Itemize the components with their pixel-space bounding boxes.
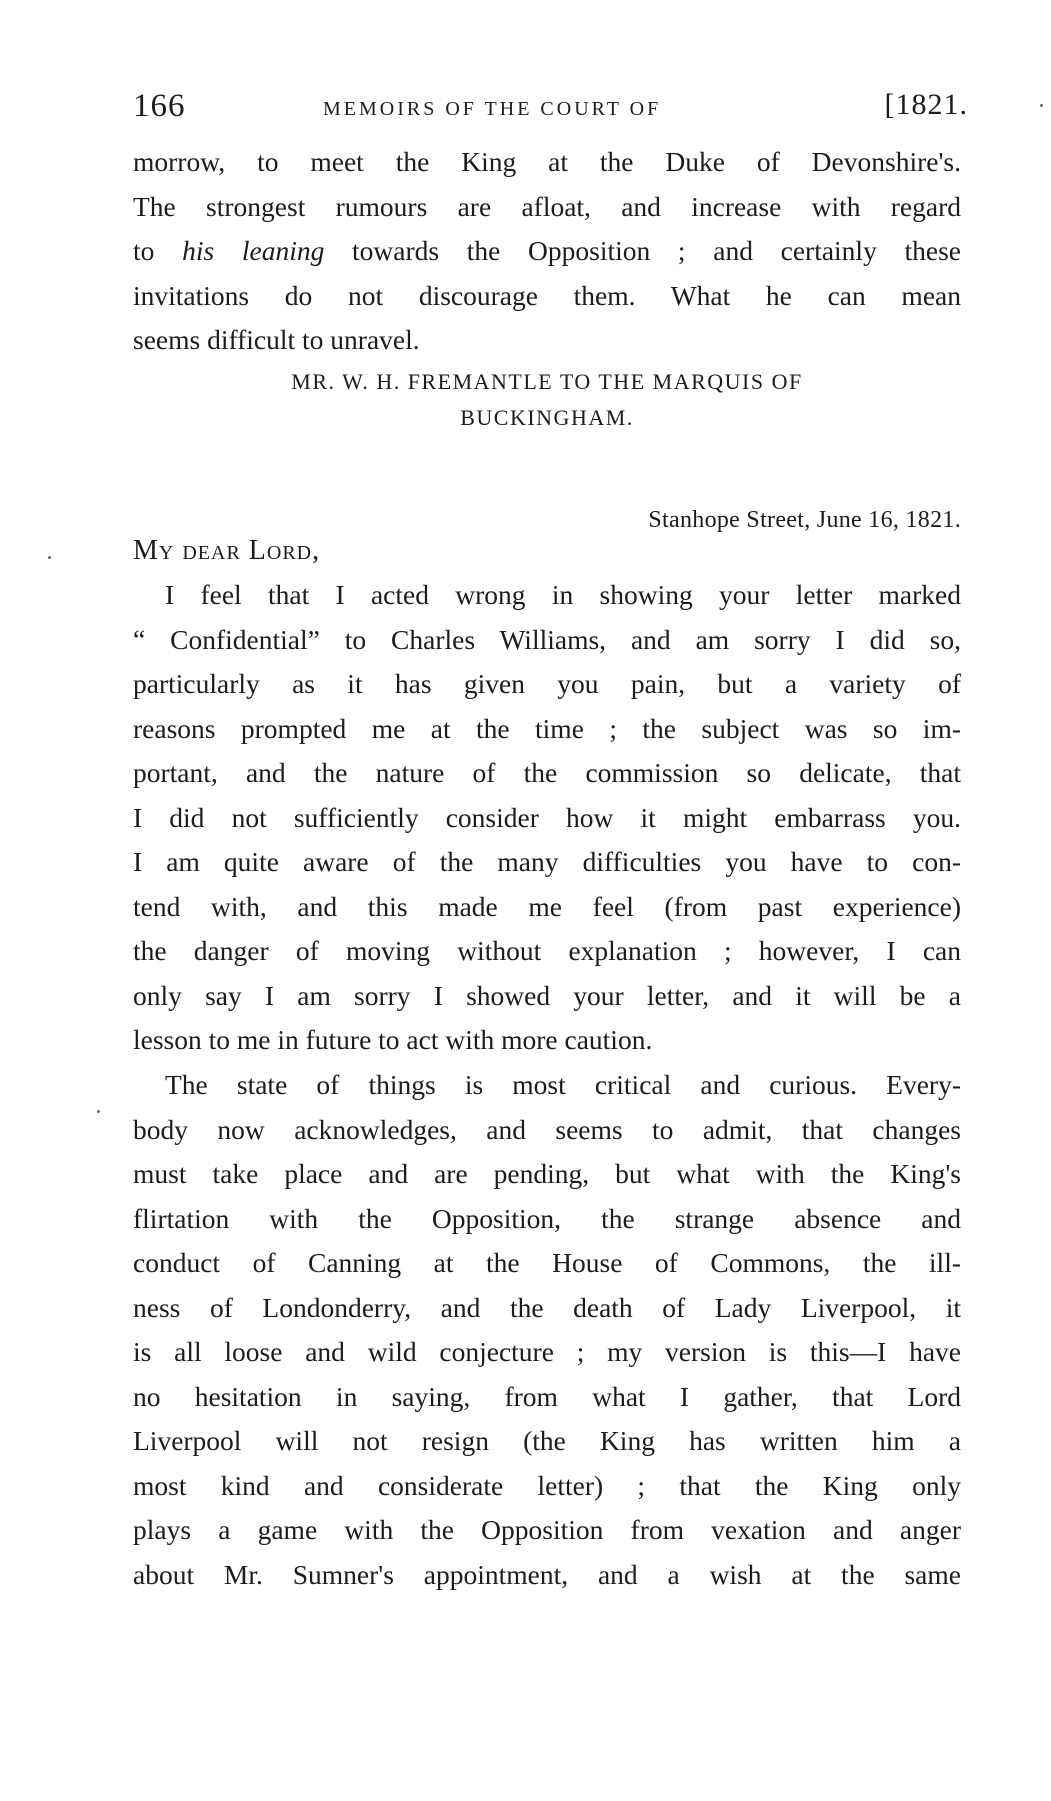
- text-line: about Mr. Sumner's appointment, and a wish at the same: [133, 1558, 961, 1590]
- text-fragment: towards the Opposition ; and certainly these: [324, 235, 961, 266]
- letter-dateline: Stanhope Street, June 16, 1821.: [648, 507, 961, 533]
- scan-speck: [1040, 104, 1043, 107]
- text-line: I feel that I acted wrong in showing your letter marked: [165, 579, 961, 610]
- text-line: only say I am sorry I showed your letter, and it will be a: [133, 979, 961, 1011]
- text-line: seems difficult to unravel.: [133, 324, 420, 355]
- opening-paragraph: [133, 140, 961, 363]
- text-line: invitations do not discourage them. What he can mean: [133, 279, 961, 311]
- page-number: 166: [133, 88, 186, 124]
- scan-speck: [48, 556, 51, 559]
- text-line: tend with, and this made me feel (from past experience): [133, 890, 961, 922]
- letter-paragraph-1: [133, 573, 961, 1063]
- text-line: body now acknowledges, and seems to admit, that changes: [133, 1113, 961, 1145]
- text-line: [133, 229, 961, 274]
- year-marker: [1821.: [884, 88, 968, 121]
- text-line: most kind and considerate letter) ; that the King only: [133, 1469, 961, 1501]
- text-line: must take place and are pending, but what with the King's: [133, 1158, 961, 1189]
- text-line: no hesitation in saying, from what I gather, that Lord: [133, 1380, 961, 1412]
- text-line: “ Confidential” to Charles Williams, and am sorry I did so,: [133, 623, 961, 655]
- text-line: I am quite aware of the many difficulties you have to con-: [133, 846, 961, 877]
- text-line: is all loose and wild conjecture ; my version is this—I have: [133, 1336, 961, 1367]
- page-header: [133, 88, 968, 132]
- text-line: I did not sufficiently consider how it might embarrass you.: [133, 801, 961, 833]
- text-line: the danger of moving without explanation ; however, I can: [133, 935, 961, 966]
- text-line: The state of things is most critical and curious. Every-: [165, 1069, 961, 1100]
- text-line: ness of Londonderry, and the death of Lady Liverpool, it: [133, 1291, 961, 1323]
- text-line: portant, and the nature of the commission so delicate, that: [133, 757, 961, 788]
- letter-title-line: MR. W. H. FREMANTLE TO THE MARQUIS OF: [291, 369, 803, 394]
- letter-salutation: My dear Lord,: [133, 535, 321, 566]
- running-head: MEMOIRS OF THE COURT OF: [323, 98, 662, 120]
- text-line: The strongest rumours are afloat, and increase with regard: [133, 190, 961, 222]
- letter-title-line: BUCKINGHAM.: [460, 405, 634, 430]
- italic-emphasis: his leaning: [182, 235, 325, 266]
- text-line: plays a game with the Opposition from vexation and anger: [133, 1514, 961, 1545]
- letter-title: [133, 364, 961, 436]
- scan-speck: [97, 1110, 100, 1113]
- text-line: reasons prompted me at the time ; the subject was so im-: [133, 712, 961, 744]
- text-line: conduct of Canning at the House of Commons, the ill-: [133, 1247, 961, 1278]
- text-fragment: to: [133, 235, 183, 266]
- text-line: Liverpool will not resign (the King has written him a: [133, 1425, 961, 1456]
- text-line: lesson to me in future to act with more caution.: [133, 1024, 653, 1055]
- letter-paragraph-2: [133, 1063, 961, 1597]
- text-line: flirtation with the Opposition, the strange absence and: [133, 1202, 961, 1234]
- text-line: morrow, to meet the King at the Duke of Devonshire's.: [133, 146, 961, 177]
- text-line: particularly as it has given you pain, but a variety of: [133, 668, 961, 699]
